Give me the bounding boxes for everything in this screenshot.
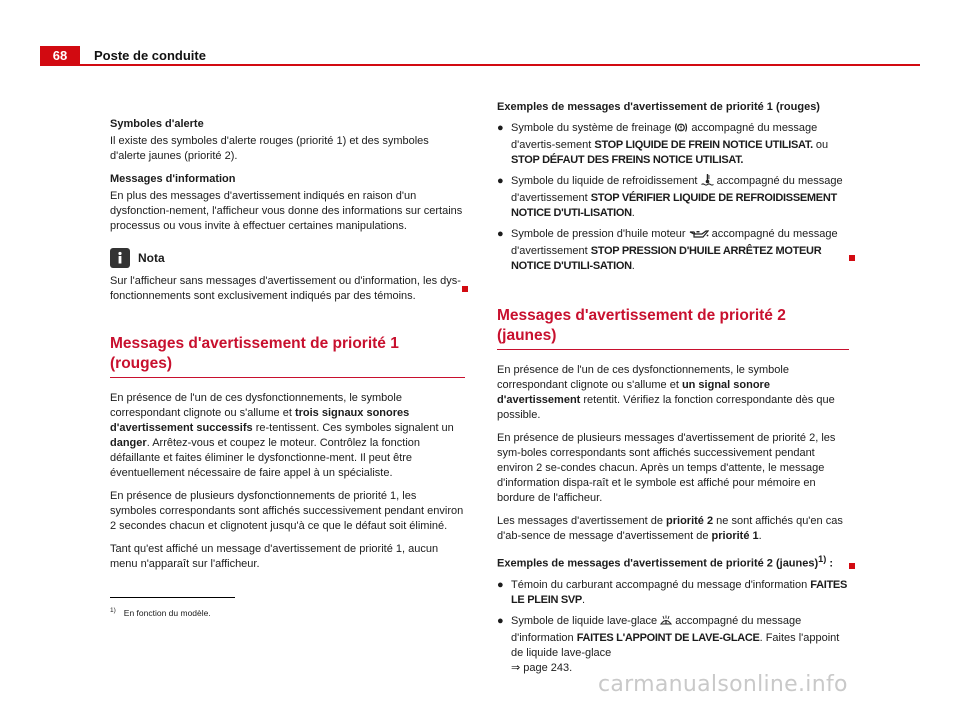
bullet-dot: ● xyxy=(497,175,504,187)
text-run: Exemples de messages d'avertissement de priorité 2 (jaunes) xyxy=(497,557,819,570)
text-run: accompagné du message d'information xyxy=(511,614,802,644)
section-title-priority-2: Messages d'avertissement de priorité 2 (jaunes) xyxy=(497,306,849,350)
text-run: accompagné du message d'avertissement xyxy=(511,175,843,204)
bullet-dot: ● xyxy=(497,578,504,591)
text-run: . Faites l'appoint de liquide lave-glace xyxy=(511,631,840,659)
washer-fluid-icon xyxy=(660,615,672,631)
priority1-paragraph-1 xyxy=(110,391,465,481)
nota-box xyxy=(110,248,465,268)
text-run: Symbole de pression d'huile moteur xyxy=(511,228,689,240)
list-item xyxy=(497,121,849,168)
text-run: . Arrêtez-vous et coupez le moteur. Contrôlez la fonction défaillante et faites éliminer le dysfonctionne-ment. Il peut être éventuellement nécessaire de faire appel à un spécialiste. xyxy=(110,437,420,479)
text-run: . xyxy=(631,207,635,219)
bullet-text xyxy=(511,227,849,274)
text-run: . xyxy=(758,530,762,542)
bullet-text xyxy=(511,578,849,608)
display-message: STOP DÉFAUT DES FREINS NOTICE UTILISAT. xyxy=(511,154,744,166)
emphasis-signal: un signal sonore d'avertissement xyxy=(497,379,770,406)
display-message: FAITES L'APPOINT DE LAVE-GLACE xyxy=(576,631,760,644)
alert-symbols-text: Il existe des symboles d'alerte rouges (priorité 1) et des symboles d'alerte jaunes (priorité 2). xyxy=(110,135,429,162)
footnote-ref: 1) xyxy=(818,554,827,564)
left-column xyxy=(110,117,465,580)
bullet-text xyxy=(511,174,849,221)
emphasis-danger: danger xyxy=(110,437,147,449)
text-run: Les messages d'avertissement de xyxy=(497,515,667,527)
section-end-marker xyxy=(849,255,855,261)
right-column xyxy=(497,100,849,682)
text-run: retentit. Vérifiez la fonction correspondante dès que possible. xyxy=(497,394,835,421)
footnote-divider xyxy=(110,597,235,598)
display-message: STOP PRESSION D'HUILE ARRÊTEZ MOTEUR NOTICE D'UTILI-SATION xyxy=(511,245,822,272)
page-number: 68 xyxy=(40,46,80,66)
list-item xyxy=(497,174,849,221)
priority2-paragraph-3 xyxy=(497,514,849,544)
text-run: ne sont affichés qu'en cas d'ab-sence de message d'avertissement de xyxy=(497,515,843,542)
text-run: . xyxy=(581,593,586,606)
text-run: Symbole du système de freinage xyxy=(511,122,675,134)
text-run: Symbole du liquide de refroidissement xyxy=(511,175,701,187)
bullet-dot: ● xyxy=(497,614,504,627)
priority2-paragraph-2: En présence de plusieurs messages d'avertissement de priorité 2, les sym-boles correspondants sont affichés successivement pendant environ 2 se-condes chacun. Après un temps d'attente, le message d'information dispa-raît et le symbole est affiché pour mémoire en bordure de l'afficheur. xyxy=(497,432,836,504)
page-reference-link[interactable]: ⇒ page 243 xyxy=(511,661,570,674)
coolant-icon xyxy=(701,174,714,191)
display-message: STOP LIQUIDE DE FREIN NOTICE UTILISAT. xyxy=(594,139,813,151)
priority1-paragraph-2: En présence de plusieurs dysfonctionnements de priorité 1, les symboles correspondants sont affichés successivement pendant environ 2 secondes chacun et clignotent jusqu'à ce que le défaut soit éliminé. xyxy=(110,490,464,532)
text-run: accompagné du message d'avertissement xyxy=(511,228,838,257)
bullet-dot: ● xyxy=(497,122,504,134)
priority2-paragraph-1 xyxy=(497,363,849,423)
chapter-title: Poste de conduite xyxy=(94,48,206,63)
display-message: STOP VÉRIFIER LIQUIDE DE REFROIDISSEMENT NOTICE D'UTI-LISATION xyxy=(511,192,837,219)
emphasis-priority-1: priorité 1 xyxy=(711,530,759,542)
alert-symbols-heading: Symboles d'alerte xyxy=(110,118,204,130)
bullet-text xyxy=(511,121,849,168)
display-message: FAITES LE PLEIN SVP xyxy=(511,578,847,606)
text-run: . xyxy=(631,260,635,272)
text-run: En présence de l'un de ces dysfonctionnements, le symbole correspondant clignote ou s'allume et xyxy=(110,392,402,419)
priority1-paragraph-3: Tant qu'est affiché un message d'avertissement de priorité 1, aucun menu n'apparaît sur l'afficheur. xyxy=(110,543,439,570)
list-item xyxy=(497,227,849,274)
examples-priority2-heading xyxy=(497,552,849,572)
info-icon xyxy=(110,248,130,268)
emphasis-priority-2: priorité 2 xyxy=(666,515,714,527)
list-item xyxy=(497,614,849,676)
nota-label: Nota xyxy=(138,250,165,265)
list-item xyxy=(497,578,849,608)
page-header xyxy=(40,46,920,66)
section-end-marker xyxy=(849,563,855,569)
text-run: En présence de l'un de ces dysfonctionnements, le symbole correspondant clignote ou s'allume et xyxy=(497,364,789,391)
watermark: carmanualsonline.info xyxy=(598,672,848,697)
text-run: Témoin du carburant accompagné du message d'information xyxy=(511,578,811,591)
brake-system-icon xyxy=(674,122,688,138)
emphasis-three-signals: trois signaux sonores d'avertissement successifs xyxy=(110,407,410,434)
info-messages-text: En plus des messages d'avertissement indiqués en raison d'un dysfonction-nement, l'afficheur vous donne des informations sur certains processus ou vous invite à effectuer certaines manipulations. xyxy=(110,190,463,232)
section-title-priority-1: Messages d'avertissement de priorité 1 (rouges) xyxy=(110,334,465,378)
examples-priority1-heading: Exemples de messages d'avertissement de priorité 1 (rouges) xyxy=(497,101,820,113)
nota-text: Sur l'afficheur sans messages d'avertissement ou d'information, les dys-fonctionnements sont exclusivement indiqués par des témoins. xyxy=(110,275,461,302)
text-run: : xyxy=(826,557,834,570)
text-run: ou xyxy=(812,139,829,151)
oil-pressure-icon xyxy=(689,229,709,244)
text-run: re-tentissent. Ces symboles signalent un xyxy=(252,422,454,434)
bullet-text xyxy=(511,614,849,676)
section-end-marker xyxy=(462,286,468,292)
text-run: . xyxy=(569,661,573,674)
footnote xyxy=(110,605,211,619)
footnote-marker: 1) xyxy=(110,607,116,614)
info-messages-heading: Messages d'information xyxy=(110,173,236,185)
text-run: Symbole de liquide lave-glace xyxy=(511,614,661,627)
footnote-text: En fonction du modèle. xyxy=(123,607,211,618)
text-run: accompagné du message d'avertis-sement xyxy=(511,122,818,151)
bullet-dot: ● xyxy=(497,228,504,240)
